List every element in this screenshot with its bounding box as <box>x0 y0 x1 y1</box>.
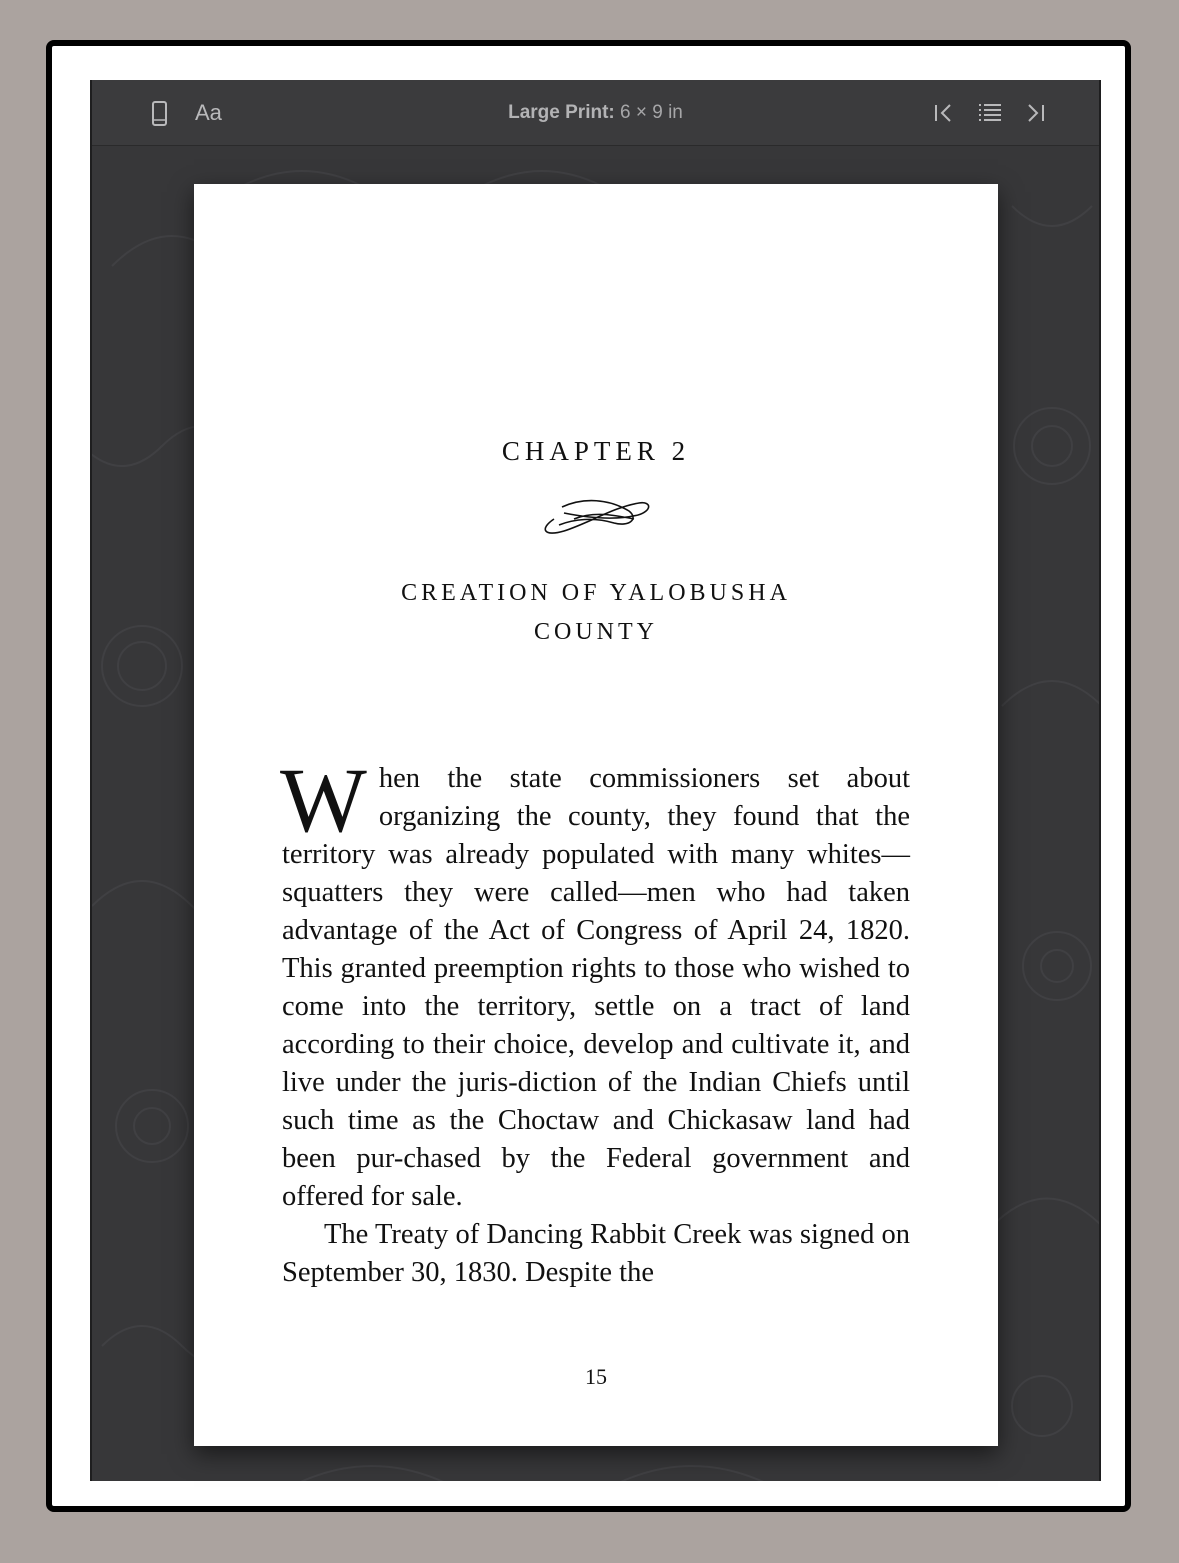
paragraph-2: The Treaty of Dancing Rabbit Creek was signed on September 30, 1830. Despite the <box>282 1219 910 1288</box>
format-size: 6 × 9 in <box>620 102 683 123</box>
chapter-heading: CHAPTER 2 <box>501 436 691 466</box>
font-settings-button[interactable]: Aa <box>195 100 222 125</box>
toolbar <box>92 80 1099 146</box>
last-page-icon[interactable] <box>1022 99 1050 127</box>
page-number: 15 <box>585 1364 607 1389</box>
first-page-icon[interactable] <box>930 99 958 127</box>
paragraph-1-text: hen the state commissioners set about organizing the county, they found that the territory was already populated with many whites—squatters they were called—men who had taken advantage of the Act of Congress of April 24, 1820. This granted preemption rights to those who wished to come into the territory, settle on a tract of land according to their choice, develop and cultivate it, and live under the juris-diction of the Indian Chiefs until such time as the Choctaw and Chickasaw land had been pur-chased by the Federal government and offered for sale. <box>282 763 910 1212</box>
chapter-title-line2: COUNTY <box>534 619 658 645</box>
flourish-ornament <box>534 489 654 539</box>
drop-cap: W <box>280 749 367 851</box>
chapter-title-line1: CREATION OF YALOBUSHA <box>401 580 791 606</box>
paragraph-1 <box>280 749 910 1216</box>
book-page <box>194 184 998 1446</box>
format-label: Large Print: <box>508 102 615 123</box>
page-body <box>280 749 910 1292</box>
list-icon[interactable] <box>976 99 1004 127</box>
chapter-title <box>354 574 838 652</box>
